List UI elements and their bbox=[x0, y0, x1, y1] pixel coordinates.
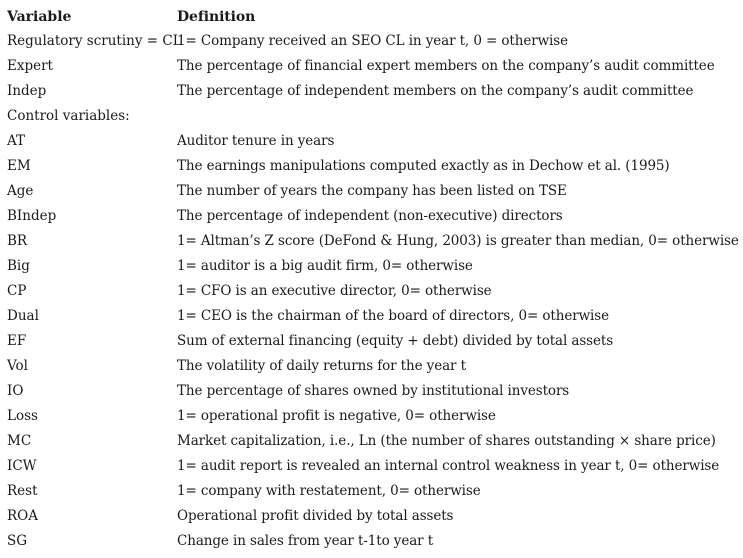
definition-cell: Auditor tenure in years bbox=[177, 132, 335, 149]
table-body bbox=[0, 28, 743, 553]
table-row bbox=[0, 228, 743, 253]
definition-cell: Operational profit divided by total assets bbox=[177, 507, 454, 524]
variable-cell: MC bbox=[7, 432, 32, 449]
definition-cell: The percentage of independent (non-executive) directors bbox=[177, 207, 563, 224]
table-row bbox=[0, 153, 743, 178]
table-row bbox=[0, 328, 743, 353]
definition-cell: The percentage of financial expert members on the company’s audit committee bbox=[177, 57, 715, 74]
header-definition: Definition bbox=[177, 9, 256, 25]
variable-cell: IO bbox=[7, 382, 24, 399]
definition-cell: Change in sales from year t-1to year t bbox=[177, 532, 434, 549]
table-row bbox=[0, 78, 743, 103]
table-row bbox=[0, 453, 743, 478]
variable-cell: EM bbox=[7, 157, 31, 174]
definition-cell: The percentage of shares owned by institutional investors bbox=[177, 382, 570, 399]
definition-cell: 1= CFO is an executive director, 0= otherwise bbox=[177, 282, 492, 299]
variable-cell: BR bbox=[7, 232, 28, 249]
table-row bbox=[0, 53, 743, 78]
variable-cell: Age bbox=[7, 182, 34, 199]
variable-cell: Big bbox=[7, 257, 30, 274]
variable-cell: Regulatory scrutiny = CL bbox=[7, 32, 182, 49]
table-row bbox=[0, 478, 743, 503]
table-row bbox=[0, 403, 743, 428]
table-row bbox=[0, 278, 743, 303]
definition-cell: Sum of external financing (equity + debt) divided by total assets bbox=[177, 332, 614, 349]
table-row bbox=[0, 428, 743, 453]
definition-cell: 1= Altman’s Z score (DeFond & Hung, 2003) is greater than median, 0= otherwise bbox=[177, 232, 739, 249]
variable-cell: BIndep bbox=[7, 207, 57, 224]
table-row bbox=[0, 503, 743, 528]
table-row bbox=[0, 103, 743, 128]
header-variable: Variable bbox=[7, 9, 72, 25]
definition-cell: Market capitalization, i.e., Ln (the number of shares outstanding × share price) bbox=[177, 432, 716, 449]
variable-cell: Vol bbox=[7, 357, 28, 374]
variable-cell: ROA bbox=[7, 507, 38, 524]
variable-cell: ICW bbox=[7, 457, 37, 474]
table-row bbox=[0, 128, 743, 153]
table-row bbox=[0, 203, 743, 228]
variable-cell: Rest bbox=[7, 482, 38, 499]
definition-cell: 1= auditor is a big audit firm, 0= otherwise bbox=[177, 257, 473, 274]
table-row bbox=[0, 178, 743, 203]
variable-cell: CP bbox=[7, 282, 27, 299]
variable-cell: Control variables: bbox=[7, 107, 130, 124]
definition-cell: 1= operational profit is negative, 0= otherwise bbox=[177, 407, 496, 424]
definition-cell: The volatility of daily returns for the year t bbox=[177, 357, 466, 374]
variable-cell: SG bbox=[7, 532, 28, 549]
definition-cell: The earnings manipulations computed exactly as in Dechow et al. (1995) bbox=[177, 157, 670, 174]
table-row bbox=[0, 303, 743, 328]
variable-cell: Dual bbox=[7, 307, 39, 324]
variable-cell: Loss bbox=[7, 407, 38, 424]
definition-cell: 1= audit report is revealed an internal control weakness in year t, 0= otherwise bbox=[177, 457, 720, 474]
definition-cell: The number of years the company has been listed on TSE bbox=[177, 182, 567, 199]
variable-cell: Expert bbox=[7, 57, 53, 74]
variable-cell: AT bbox=[7, 132, 26, 149]
definition-cell: 1= company with restatement, 0= otherwise bbox=[177, 482, 481, 499]
table-row bbox=[0, 528, 743, 553]
definition-cell: 1= Company received an SEO CL in year t, 0 = otherwise bbox=[177, 32, 568, 49]
definition-cell: The percentage of independent members on the company’s audit committee bbox=[177, 82, 694, 99]
table-row bbox=[0, 253, 743, 278]
table-header-row bbox=[0, 6, 743, 28]
variable-cell: EF bbox=[7, 332, 27, 349]
variable-cell: Indep bbox=[7, 82, 47, 99]
table-row bbox=[0, 28, 743, 53]
definition-cell: 1= CEO is the chairman of the board of directors, 0= otherwise bbox=[177, 307, 609, 324]
table-row bbox=[0, 378, 743, 403]
table-row bbox=[0, 353, 743, 378]
